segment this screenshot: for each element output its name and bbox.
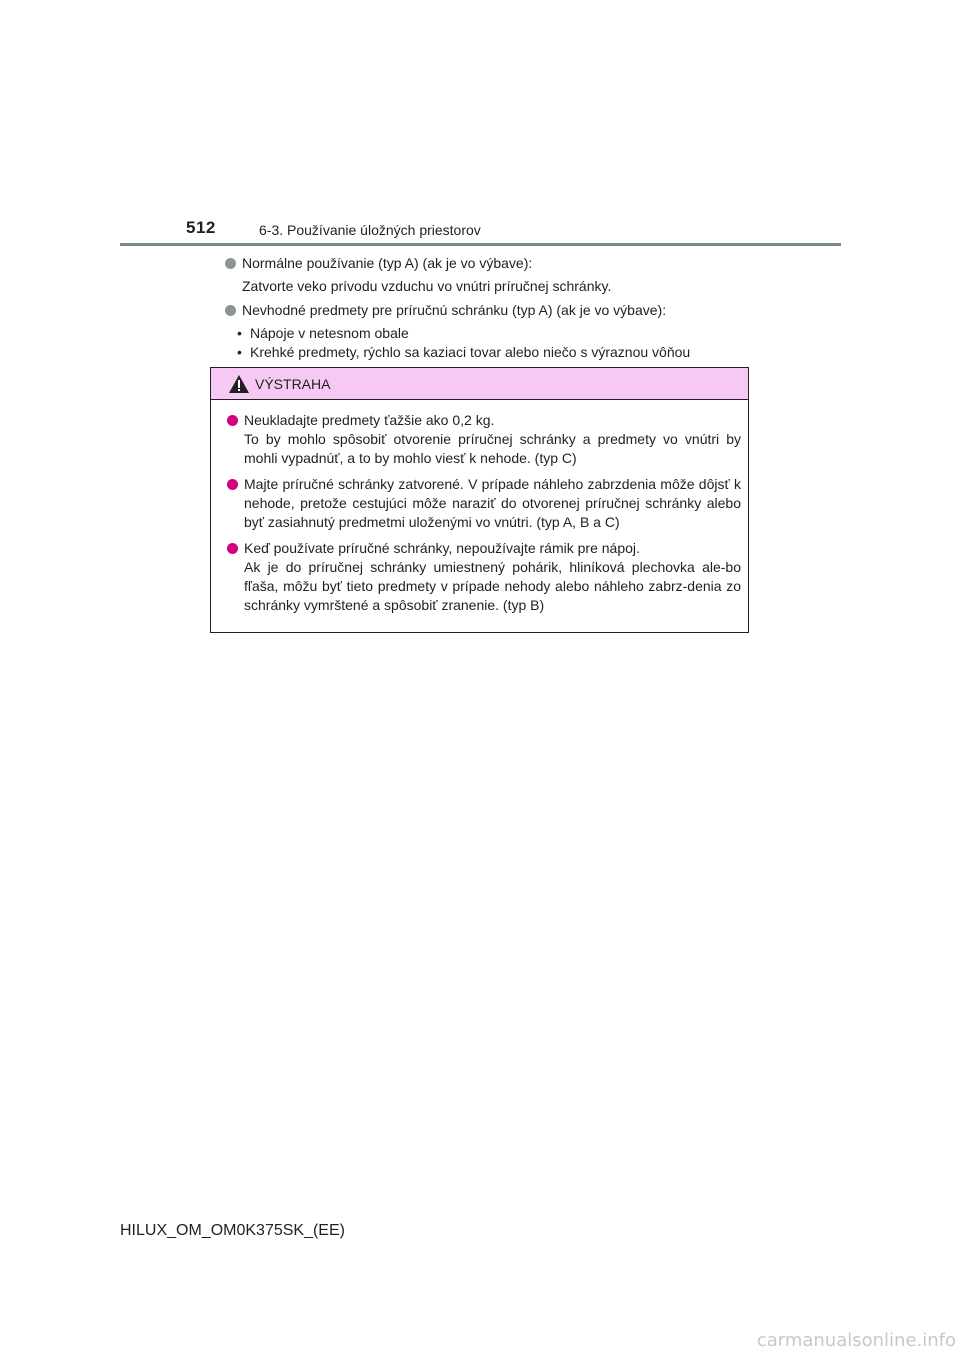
header-divider [120, 243, 841, 246]
sub-list-item [232, 343, 754, 362]
list-item [224, 301, 754, 320]
item-title: Nevhodné predmety pre príručnú schránku (typ A) (ak je vo výbave): [242, 302, 667, 318]
warning-item [227, 539, 741, 615]
warning-item [227, 411, 741, 468]
page-number: 512 [186, 218, 216, 237]
section-title: 6-3. Používanie úložných priestorov [259, 222, 481, 238]
sub-list [224, 324, 754, 362]
warning-text: Majte príručné schránky zatvorené. V prípade náhleho zabrzdenia môže dôjsť k nehode, pretože cestujúci môže naraziť do otvorenej príručnej schránky alebo byť zasiahnutý predmetmi uloženými vo vnútri. (typ A, B a C) [244, 476, 741, 530]
warning-body [211, 400, 748, 615]
watermark: carmanualsonline.info [756, 1330, 956, 1351]
warning-bullet-icon [227, 479, 238, 490]
warning-text: Keď používate príručné schránky, nepoužívajte rámik pre nápoj. [244, 540, 640, 556]
item-title: Normálne používanie (typ A) (ak je vo výbave): [242, 255, 533, 271]
bullet-icon [225, 258, 236, 269]
list-item [224, 254, 754, 273]
main-content [224, 254, 754, 362]
sub-item-text: Krehké predmety, rýchlo sa kaziaci tovar alebo niečo s výraznou vôňou [250, 344, 691, 360]
bullet-icon [225, 305, 236, 316]
document-code: HILUX_OM_OM0K375SK_(EE) [120, 1222, 345, 1239]
warning-title: VÝSTRAHA [255, 376, 331, 392]
bullet-icon: • [237, 344, 242, 360]
warning-item [227, 475, 741, 532]
sub-list-item [232, 324, 754, 343]
bullet-icon: • [237, 325, 242, 341]
warning-header [211, 368, 748, 400]
warning-box [210, 367, 749, 633]
warning-text: Ak je do príručnej schránky umiestnený pohárik, hliníková plechovka ale-bo fľaša, môžu byť tieto predmety v prípade nehody alebo náhleho zabrz-denia zo schránky vymrštené a spôsobiť zranenie. (typ B) [244, 559, 741, 613]
warning-bullet-icon [227, 543, 238, 554]
warning-text: To by mohlo spôsobiť otvorenie príručnej schránky a predmety vo vnútri by mohli vypadnúť, a to by mohlo viesť k nehode. (typ C) [244, 431, 741, 466]
item-text: Zatvorte veko prívodu vzduchu vo vnútri príručnej schránky. [242, 278, 612, 294]
warning-triangle-icon [228, 374, 250, 394]
warning-bullet-icon [227, 415, 238, 426]
warning-text: Neukladajte predmety ťažšie ako 0,2 kg. [244, 412, 495, 428]
sub-item-text: Nápoje v netesnom obale [250, 325, 409, 341]
